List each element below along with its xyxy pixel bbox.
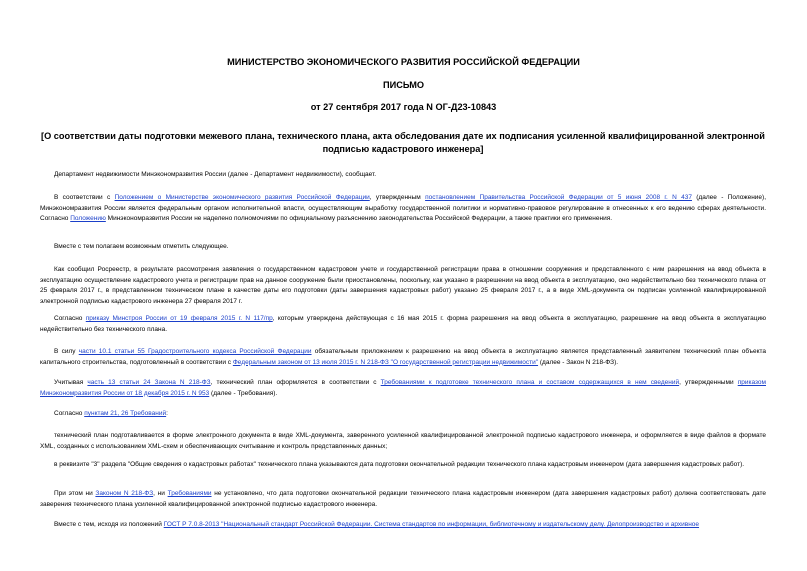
paragraph-text: не установлено, что дата подготовки окончательной редакции технического плана кадастровым инженером (дата завершения кадастровых работ) должна соответствовать дате заверения технического плана усиленной квалифицированной электронной подписью кадастрового инженера. bbox=[40, 490, 766, 508]
link-gost[interactable]: ГОСТ Р 7.0.8-2013 "Национальный стандарт Российской Федерации. Система стандартов по информации, библиотечному и издательскому делу. Делопроизводство и архивное bbox=[163, 521, 700, 528]
paragraph-text: обязательным приложением к разрешению на ввод объекта в эксплуатацию является представленный заявителем технический план объекта капитального строительства, подготовленный в соответствии с bbox=[40, 348, 767, 366]
paragraph-text: (далее - Положение), Минэкономразвития России является федеральным органом исполнительной власти, осуществляющим выработку государственной политики и нормативно-правовое регулирование в отнесенных к его ведению сферах деятельности. Согласно bbox=[40, 194, 767, 222]
paragraph-text: (далее - Закон N 218-ФЗ). bbox=[538, 358, 619, 366]
paragraph-text: При этом ни bbox=[54, 490, 96, 497]
link-federal-law-218[interactable]: Федеральным законом от 13 июля 2015 г. N 218-ФЗ "О государственной регистрации недвижимости" bbox=[232, 358, 539, 366]
paragraph-9 bbox=[40, 431, 766, 452]
paragraph-1 bbox=[40, 170, 766, 181]
paragraph-text: Вместе с тем, исходя из положений bbox=[54, 521, 164, 528]
paragraph-text: , ни bbox=[153, 490, 168, 497]
paragraph-text: , которым утверждена действующая с 16 мая 2015 г. форма разрешения на ввод объекта в эксплуатацию, разрешение на ввод объекта в эксплуатацию недействительно без технического плана. bbox=[40, 315, 766, 333]
paragraph-text: Согласно bbox=[54, 410, 85, 417]
paragraph-text: В силу bbox=[54, 348, 79, 355]
paragraph-text: , утвержденными bbox=[679, 379, 738, 386]
paragraph-10 bbox=[40, 460, 766, 471]
paragraph-text: Учитывая bbox=[54, 379, 88, 386]
paragraph-text: (далее - Требования). bbox=[209, 389, 278, 397]
paragraph-12 bbox=[40, 520, 766, 531]
paragraph-text: в реквизите "3" раздела "Общие сведения о кадастровых работах" технического плана указываются дата подготовки окончательной редакции технического плана кадастровым инженером (дата завершения кадастровых работ). bbox=[54, 461, 745, 468]
link-regulation[interactable]: Положением о Министерстве экономического развития Российской Федерации bbox=[114, 194, 370, 201]
link-requirements-short[interactable]: Требованиями bbox=[167, 490, 212, 497]
paragraph-3 bbox=[40, 242, 766, 253]
paragraph-text: Как сообщил Росреестр, в результате рассмотрения заявления о государственном кадастровом учете и государственной регистрации права в отношении сооружения и представленного с ним разрешения на ввод объекта в эксплуатацию осуществление кадастрового учета и регистрации прав на данное сооружение были приостановлены, поскольку, как указано в разрешении на ввод объекта в эксплуатацию, оно недействительно без технического плана от 25 февраля 2017 г., в представленном техническом плане в качестве даты его подготовки (даты завершения кадастровых работ) указано 25 февраля 2017 г., а в виде XML-документа он подписан усиленной квалифицированной электронной подписью кадастрового инженера 27 февраля 2017 г. bbox=[40, 266, 766, 305]
paragraph-4 bbox=[40, 265, 766, 307]
paragraph-5 bbox=[40, 314, 766, 335]
link-law-218[interactable]: Законом N 218-ФЗ bbox=[95, 490, 154, 497]
document-subject: [О соответствии даты подготовки межевого плана, технического плана, акта обследования дате их подписания усиленной квалифицированной электронной подписью кадастрового инженера] bbox=[41, 131, 765, 154]
link-town-planning-code[interactable]: части 10.1 статьи 55 Градостроительного кодекса Российской Федерации bbox=[78, 348, 312, 355]
paragraph-text: Согласно bbox=[54, 315, 86, 322]
paragraph-text: В соответствии с bbox=[54, 194, 115, 201]
document-type-heading: ПИСЬМО bbox=[382, 80, 425, 90]
paragraph-6 bbox=[40, 347, 766, 368]
paragraph-text: , технический план оформляется в соответствии с bbox=[210, 379, 381, 386]
link-requirements[interactable]: Требованиями к подготовке технического плана и составом содержащихся в нем сведений bbox=[380, 379, 680, 386]
link-minec-order-953[interactable]: приказом Минэкономразвития России от 18 декабря 2015 г. N 953 bbox=[40, 379, 766, 397]
paragraph-text: Вместе с тем полагаем возможным отметить следующее. bbox=[54, 243, 229, 250]
link-requirements-points[interactable]: пунктам 21, 26 Требований bbox=[84, 410, 167, 417]
paragraph-7 bbox=[40, 378, 766, 399]
ministry-heading: МИНИСТЕРСТВО ЭКОНОМИЧЕСКОГО РАЗВИТИЯ РОССИЙСКОЙ ФЕДЕРАЦИИ bbox=[227, 57, 580, 67]
paragraph-text: , утвержденным bbox=[369, 194, 426, 201]
paragraph-text: Минэкономразвития России не наделено полномочиями по официальному разъяснению законодательства Российской Федерации, а также практики его применения. bbox=[105, 215, 613, 222]
paragraph-2 bbox=[40, 193, 766, 225]
document-date-number: от 27 сентября 2017 года N ОГ-Д23-10843 bbox=[310, 102, 497, 112]
paragraph-text: Департамент недвижимости Минэкономразвития России (далее - Департамент недвижимости), сообщает. bbox=[54, 171, 377, 178]
link-regulation-ref[interactable]: Положению bbox=[70, 215, 106, 222]
paragraph-text: : bbox=[166, 410, 168, 417]
paragraph-text: технический план подготавливается в форме электронного документа в виде XML-документа, заверенного усиленной квалифицированной электронной подписью кадастрового инженера, и оформляется в виде файлов в формате XML, созданных с использованием XML-схем и обеспечивающих считывание и контроль представленных данных; bbox=[40, 432, 766, 450]
link-minstroy-order[interactable]: приказу Минстроя России от 19 февраля 2015 г. N 117/пр bbox=[85, 315, 273, 322]
link-government-decree[interactable]: постановлением Правительства Российской Федерации от 5 июня 2008 г. N 437 bbox=[425, 194, 692, 201]
paragraph-8 bbox=[40, 409, 766, 420]
link-law-article-24[interactable]: часть 13 статьи 24 Закона N 218-ФЗ bbox=[87, 379, 211, 386]
paragraph-11 bbox=[40, 489, 766, 510]
